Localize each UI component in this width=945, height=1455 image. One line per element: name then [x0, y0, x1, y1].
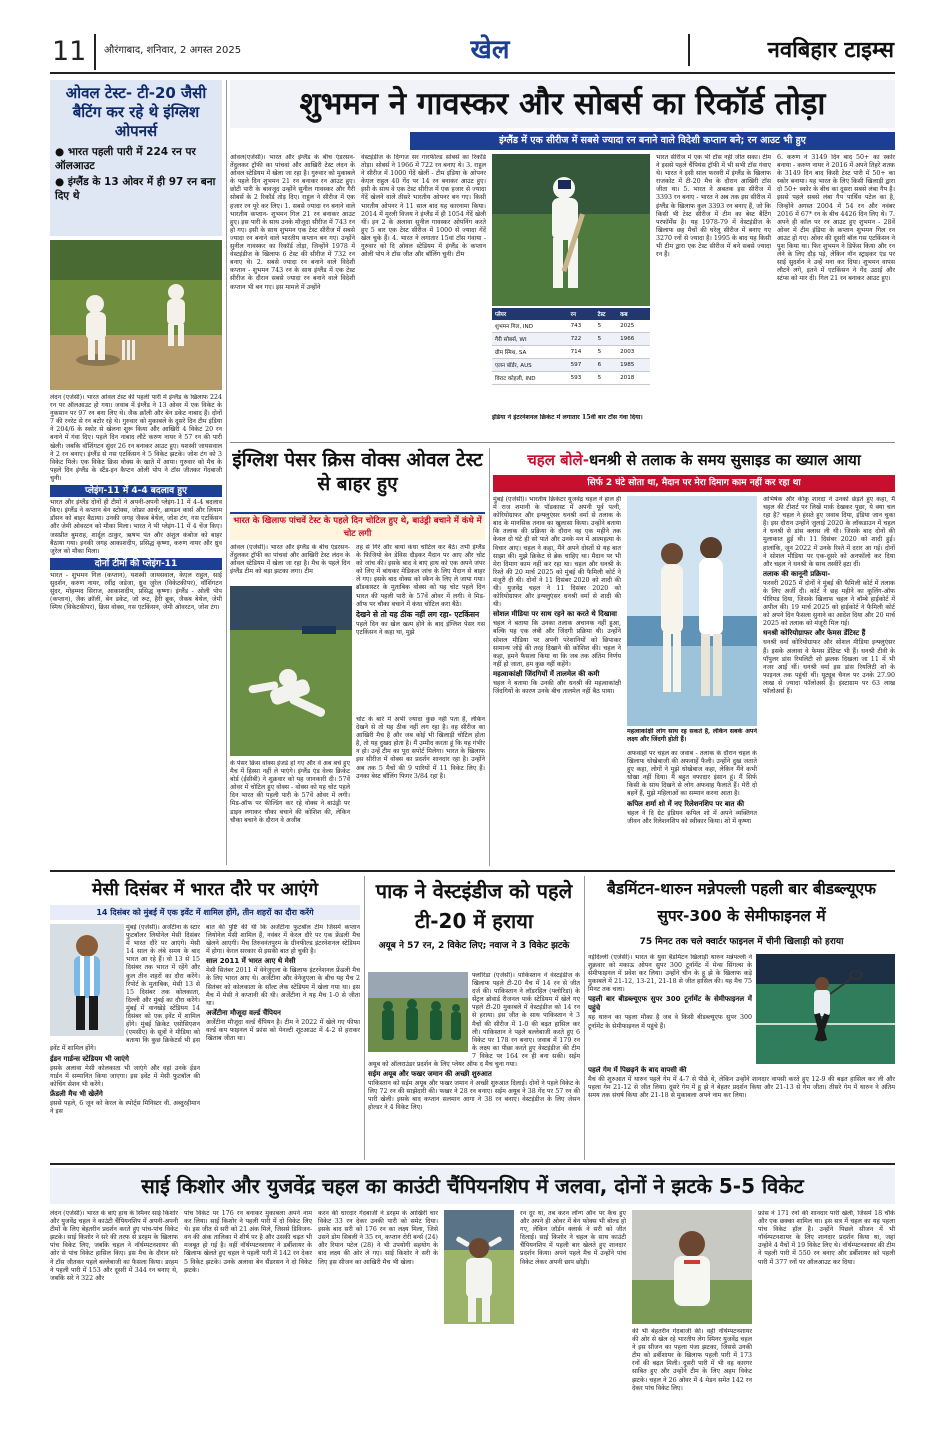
table-cell: 5 — [595, 346, 617, 359]
badminton-subhead: 75 मिनट तक चले क्वार्टर फाइनल में चीनी खिलाड़ी को हराया — [639, 937, 844, 947]
woakes-inline-subhead: देखने से तो यह ठीक नहीं लग रहा- एटकिंसन — [356, 609, 480, 619]
body-paragraph: यह थारुन का पहला मौका है जब वे किसी बीडब्ल्यूएफ सुपर 300 टूर्नामेंट के सेमीफाइनल में पहुंचे हैं। — [588, 1014, 752, 1030]
messi-headline: मेसी दिसंबर में भारत दौरे पर आएंगे — [91, 880, 319, 900]
lead-column: 6. करुण ने 3149 दिन बाद 50+ का स्कोर बनाया - करुण नायर ने 2016 में अपने तिहरे शतक के 3149 दिन बाद किसी टेस्ट पारी में 50+ का स्कोर बनाया। यह भारत के लिए किसी खिलाड़ी द्वारा दो 50+ स्कोर के बीच का दूसरा सबसे लंबा गैप है। इससे पहले सबसे लंबा गैप पार्थिव पटेल का है, जिन्होंने अगस्त 2004 में 54 रन और नवंबर 2016 में 67* रन के बीच 4426 दिन लिए थे। 7. अपने ही कॉल पर रन आउट हुए शुभमन - 28वें ओवर में टीम इंडिया के कप्तान शुभमन गिल रन आउट हो गए। ओवर की दूसरी बॉल गस एटकिंसन ने पुश किया था। फिर शुभमन ने डिफेंस किया और रन लेने के लिए दौड़ पड़े, लेकिन नॉन स्ट्राइकर एंड पर साई सुदर्शन ने उन्हें मना कर दिया। शुभमन वापस लौटने लगे, इतने में एटकिंसन ने गेंद उठाई और स्टंप्स को मार दी। गिल 21 रन बनाकर आउट हुए। — [777, 154, 895, 283]
date-line: औरंगाबाद, शनिवार, 2 अगस्त 2025 — [104, 45, 242, 56]
table-header: रन — [568, 308, 595, 320]
body-paragraph: भारत - शुभमन गिल (कप्तान), यशस्वी जायसवाल, केएल राहुल, साई सुदर्शन, करुण नायर, रवींद्र जडेजा, ध्रुव जुरेल (विकेटकीपर), वॉशिंगटन सुंदर, मोहम्मद सिराज, आकाशदीप, प्रसिद्ध कृष्णा। इंग्लैंड - ओली पोप (कप्तान), जैक क्रॉली, बेन डकेट, जो रूट, हैरी ब्रूक, जैकब बेथेल, जेमी स्मिथ (विकेटकीपर), क्रिस वोक्स, गस एटकिंसन, जेमी ओवरटन, जोश टंग। — [50, 571, 222, 612]
body-paragraph: धनश्री वर्मा कोरियोग्राफर और सोशल मीडिया इन्फ्लुएंसर हैं। इसके अलावा वे फेमस डेंटिस्ट भी हैं। धनश्री टीवी के पॉपुलर डांस रियलिटी शो झलक दिखला जा 11 में भी नजर आईं थीं। धनश्री वर्मा इस डांस रियलिटी शो के फाइनल तक पहुंची थीं। यूट्यूब चैनल पर उनके 27.90 लाख से ज्यादा फॉलोअर्स हैं। इंस्टाग्राम पर 63 लाख फॉलोअर्स हैं। — [763, 639, 895, 695]
body-paragraph: नईदिल्ली (एजेंसी)। भारत के युवा बैडमिंटन खिलाड़ी थारुन मन्नेपल्ली ने शुक्रवार को मकाऊ ओपन सुपर 300 टूर्नामेंट में मेन्स सिंगल्स के सेमीफाइनल में प्रवेश कर लिया। उन्होंने चीन के हू झे के खिलाफ कड़े मुकाबले में 21-12, 13-21, 21-18 से जीत हासिल की। यह मैच 75 मिनट तक चला। — [588, 954, 752, 994]
bottom-column: करन की धारदार गेंदबाजी ने डरहम के आखिरी चार विकेट 33 रन देकर उनकी पारी को समेट दिया। इसके बाद सरी को 176 रन का लक्ष्य मिला, जिसे उसने डोम सिबली ने 35 रन, कप्तान रोरी बर्न्स (24) और रियान पटेल (28) ने भी उपयोगी सहयोग के बाद लक्ष्य की ओर ले गए। साई किशोर ने सरी के लिए इस सीजन का आखिरी मैच भी खेला। — [318, 1210, 438, 1266]
body-paragraph: मेसी सितंबर 2011 में वेनेजुएला के खिलाफ इंटरनेशनल फ्रेंडली मैच के लिए भारत आए थे। अर्जेंटीना और वेनेजुएला के बीच यह मैच 2 सितंबर को कोलकाता के सॉल्ट लेक स्टेडियम में खेला गया था। इस मैच में मेसी ने कप्तानी की थी। अर्जेंटीना ने यह मैच 1-0 से जीता था। — [206, 967, 360, 1007]
table-cell: 1985 — [617, 359, 650, 372]
body-paragraph: पहले दिन का खेल खत्म होने के बाद इंग्लिश पेसर गस एटकिंसन ने कहा था, मुझे — [356, 620, 485, 636]
woakes-photo — [230, 586, 352, 756]
pak-column — [368, 972, 580, 1160]
messi-inline-subhead: साल 2011 में भारत आए थे मेसी — [206, 957, 296, 966]
woakes-column: चोट के बारे में अभी ज्यादा कुछ नहीं पता है, लेकिन देखने से तो यह ठीक नहीं लग रहा है। वह सीरीज का आखिरी मैच है और जब कोई भी खिलाड़ी चोटिल होता है, तो यह दुखद होता है। मैं उम्मीद करता हूं कि यह गंभीर न हो। उन्हें टीम का पूरा सपोर्ट मिलेगा। भारत के खिलाफ इस सीरीज में वोक्स का प्रदर्शन शानदार रहा है। उन्होंने अब तक 5 मैचों की 9 पारियों में 11 विकेट लिए हैं। उनका बेस्ट बॉलिंग फिगर 3/84 रहा है। — [356, 716, 485, 780]
section-rule — [50, 870, 895, 872]
table-cell: एलन बॉर्डर, AUS — [492, 359, 568, 372]
table-cell: 1966 — [617, 333, 650, 346]
column-rule — [226, 80, 227, 865]
paper-name: नवबिहार टाइम्स — [688, 34, 898, 66]
table-cell: 2003 — [617, 346, 650, 359]
woakes-story — [230, 448, 485, 866]
left-story-headline: ओवल टेस्ट- टी-20 जैसी बैटिंग कर रहे थे इंग्लिश ओपनर्स — [65, 84, 207, 140]
table-header: टेस्ट — [595, 308, 617, 320]
woakes-column — [356, 544, 485, 712]
body-paragraph: मुंबई (एजेंसी)। अर्जेंटीना के स्टार फुटबॉलर लियोनेल मेसी दिसंबर में भारत दौरे पर आएंगे। मेसी 14 साल के लंबे समय के बाद भारत आ रहे हैं। वो 13 से 15 दिसंबर तक भारत में रहेंगे और कुल तीन शहरों का दौरा करेंगे। रिपोर्ट के मुताबिक, मेसी 13 से 15 दिसंबर तक कोलकाता, दिल्ली और मुंबई का दौरा करेंगे। मुंबई में वानखेड़े स्टेडियम 14 दिसंबर को एक इवेंट में शामिल होंगे। मुंबई क्रिकेट एसोसिएशन (एमसीए) के सूत्रों ने मीडिया को बताया कि कुछ क्रिकेटर्स भी इस इवेंट में शामिल होंगे। — [50, 924, 200, 1053]
chahal-inline-subhead: कपिल शर्मा शो में नए रिलेशनशिप पर बात की — [627, 799, 745, 808]
table-cell: शुभमन गिल, IND — [492, 320, 568, 333]
table-header: कब — [617, 308, 650, 320]
chahal-inline-subhead: सोशल मीडिया पर साथ रहने का करते थे दिखावा — [493, 610, 617, 619]
table-cell: गैरी सोबर्स, WI — [492, 333, 568, 346]
table-cell: 714 — [568, 346, 595, 359]
messi-subhead: 14 दिसंबर को मुंबई में एक इवेंट में शामिल होंगे, तीन शहरों का दौरा करेंगे — [50, 905, 360, 920]
pak-inline-subhead: सईम अयूब और फखर जमान की अच्छी शुरुआत — [368, 1070, 492, 1079]
pak-subhead: अयूब ने 57 रन, 2 विकेट लिए; नवाज ने 3 विकेट झटके — [378, 941, 570, 951]
bottom-photo-2 — [632, 1210, 752, 1324]
body-paragraph: मैच की शुरुआत में थारुन पहले गेम में 4-7 से पीछे थे, लेकिन उन्होंने शानदार वापसी करते हुए 12-9 की बढ़त हासिल कर ली और पहला गेम 21-12 से जीत लिया। दूसरे गेम में हू झे ने बेहतर प्रदर्शन किया और 21-13 से गेम जीता। तीसरे गेम में थारुन ने अंतिम समय तक संघर्ष किया और 21-18 से मुकाबला अपने नाम कर लिया। — [588, 1076, 895, 1100]
badminton-photo — [756, 954, 895, 1064]
table-cell: 6 — [595, 359, 617, 372]
pak-headline: पाक ने वेस्टइंडीज को पहले टी-20 में हराया — [375, 879, 573, 933]
body-paragraph: इससे पहले, 6 जून को केरल के स्पोर्ट्स मिनिस्टर वी. अब्दुरहीमान ने इस — [50, 1099, 200, 1115]
body-paragraph: अभिषेक और कीकू शारदा ने उनको छेड़ते हुए कहा, मैं चहल की टीशर्ट पर लिखें मार्क देखकर पूछा, ये क्या चल रहा है? चहल ने हंसते हुए जवाब दिया, इंडिया जान चुका है। इस दौरान उन्होंने जुलाई 2020 के लॉकडाउन में चहल ने धनश्री से डांस क्लास ली थी। जिसके बाद दोनों की मुलाकात हुई थी। 11 दिसंबर 2020 को शादी हुई। हालांकि, जून 2022 में उनके रिश्ते में दरार आ गई। दोनों ने सोशल मीडिया पर एक-दूसरे को अनफॉलो कर दिया और चहल ने धनश्री के साथ तस्वीरें हटा दीं। — [763, 496, 895, 568]
column-rule — [364, 876, 365, 1160]
shubman-photo — [492, 154, 650, 306]
body-paragraph: पाकिस्तान को सईम अयूब और फखर जमान ने अच्छी शुरुआत दिलाई। दोनों ने पहले विकेट के लिए 72 रन की साझेदारी की। फखर ने 28 रन बनाए। सईम अयूब ने 38 गेंद पर 57 रन की पारी खेली। इसके बाद कप्तान सलमान आगा ने 38 रन बनाए। वेस्टइंडीज के लिए जेसन होल्डर ने 4 विकेट लिए। — [368, 1080, 580, 1112]
chahal-column — [763, 496, 895, 866]
messi-inline-subhead: ईडन गार्डन्स स्टेडियम भी जाएंगे — [50, 1054, 129, 1063]
bottom-column: रन दूर था, तब करन लॉन्ग ऑन पर कैच हुए और अपने ही ओवर में बेन फोक्स भी बोल्ड हो गए, लेकिन जॉर्डन क्लार्क ने सरी को जीत दिलाई। साई किशोर ने चहल के साथ काउंटी चैंपियनशिप में पहली बार खेलते हुए शानदार प्रदर्शन किया। अपने पहले मैच में उन्होंने पांच विकेट लेकर अपनी छाप छोड़ी। — [520, 1210, 626, 1266]
left-subhead-2: दोनों टीमों की प्लेइंग-11 — [50, 558, 222, 570]
chahal-headline-a: चहल बोले- — [527, 451, 589, 469]
column-rule — [489, 448, 490, 866]
messi-inline-subhead: अर्जेंटीना मौजूदा वर्ल्ड चैंपियन — [206, 1008, 281, 1017]
bottom-headline: साई किशोर और युजवेंद्र चहल का काउंटी चैंपियनशिप में जलवा, दोनों ने झटके 5-5 विकेट — [50, 1168, 895, 1204]
photo-caption: इंडिया ने इंटरनेशनल क्रिकेट में लगातार 15वीं बार टॉस गंवा दिया। — [492, 414, 643, 421]
chahal-column — [493, 496, 621, 866]
bottom-column: फ्रांस ने 171 रनों की शानदार पारी खेली, जिसमें 18 चौके और एक छक्का शामिल था। इस सत्र में चहल का यह पहला पांच विकेट हॉल है। उन्होंने पिछले सीजन में भी नॉर्थम्पटनशायर के लिए शानदार प्रदर्शन किया था, जहां उन्होंने 4 मैचों में 19 विकेट लिए थे। नॉर्थम्पटनशायर की टीम ने पहली पारी में 550 रन बनाए और डर्बीशायर को पहली पारी में 377 रनों पर ऑलआउट कर दिया। — [758, 1210, 895, 1266]
table-header: प्लेयर — [492, 308, 568, 320]
chahal-subhead: सिर्फ 2 घंटे सोता था, मैदान पर मेरा दिमाग काम नहीं कर रहा था — [493, 475, 895, 492]
bottom-story — [50, 1168, 895, 1450]
chahal-headline — [493, 448, 895, 472]
messi-inline-subhead: फ्रेंडली मैच भी खेलेंगे — [50, 1089, 103, 1098]
messi-story — [50, 876, 360, 1160]
badminton-inline-subhead: पहले गेम में पिछड़ने के बाद वापसी की — [588, 1066, 687, 1074]
chahal-headline-b: धनश्री से तलाक के समय सुसाइड का ख्याल आया — [588, 451, 861, 469]
table-cell: ग्रीम स्मिथ, SA — [492, 346, 568, 359]
badminton-column — [588, 954, 752, 1064]
lead-story — [230, 80, 895, 440]
table-row — [492, 346, 650, 359]
messi-column — [206, 924, 360, 1160]
table-cell: 2018 — [617, 372, 650, 385]
table-cell: 722 — [568, 333, 595, 346]
photo-caption: महत्वाकांक्षी लोग साथ रह सकते हैं, लेकिन सबके अपने लक्ष्य और जिंदगी होती हैं। — [627, 728, 757, 744]
table-cell: 743 — [568, 320, 595, 333]
table-row — [492, 372, 650, 385]
body-paragraph: फ्लोरिडा (एजेंसी)। पाकिस्तान ने वेस्टइंडीज के खिलाफ पहले टी-20 मैच में 14 रन से जीत दर्ज की। पाकिस्तान ने लॉडरहिल (फ्लोरिडा) के सेंट्रल ब्रोवार्ड रीजनल पार्क स्टेडियम में खेले गए पहले टी-20 मुकाबले में वेस्टइंडीज को 14 रन से हराया। इस जीत के साथ पाकिस्तान ने 3 मैचों की सीरीज में 1-0 की बढ़त हासिल कर ली। पाकिस्तान ने पहले बल्लेबाजी करते हुए 6 विकेट पर 178 रन बनाए। जवाब में 179 रन के लक्ष्य का पीछा करते हुए वेस्टइंडीज की टीम 7 विकेट पर 164 रन ही बना सकी। सईम अयूब को ऑलराउंडर प्रदर्शन के लिए प्लेयर ऑफ द मैच चुना गया। — [368, 972, 580, 1069]
record-table — [492, 308, 650, 412]
badminton-headline: बैडमिंटन-थारुन मन्नेपल्ली पहली बार बीडब्ल्यूएफ सुपर-300 के सेमीफाइनल में — [607, 880, 876, 925]
photo-float-spacer — [368, 972, 472, 1054]
left-story-head-box — [50, 80, 222, 236]
chahal-inline-subhead: महत्वाकांक्षी जिंदगियों में तालमेल की कमी — [493, 669, 600, 678]
left-subhead-1: प्लेइंग-11 में 4-4 बदलाव हुए — [50, 485, 222, 497]
lead-headline: शुभमन ने गावस्कर और सोबर्स का रिकॉर्ड तोड़ा — [230, 80, 895, 128]
body-paragraph: लंदन (एजेंसी)। भारत ओवल टेस्ट की पहली पारी में इंग्लैंड के खिलाफ 224 रन पर ऑलआउट हो गया। जवाब में इंग्लैंड ने 13 ओवर में एक विकेट के नुकसान पर 97 रन बना लिए थे। जैक क्रॉली और बेन डकेट नाबाद हैं। दोनों 7 की रनरेट से रन बटोर रहे थे। गुरुवार को मुकाबले के दूसरे दिन टीम इंडिया ने 204/6 के स्कोर से खेलना शुरू किया और आखिरी 4 विकेट 20 रन बनाने में गंवा दिए। पहले दिन नाबाद लौटे करुण नायर ने 57 रन की पारी खेली। जबकि वॉशिंगटन सुंदर 26 रन बनाकर आउट हुए। यशस्वी जायसवाल ने 2 रन बनाए। इंग्लैंड से गस एटकिंसन ने 5 विकेट झटके। जोश टंग को 3 विकेट मिले। एक विकेट क्रिस वोक्स के खाते में आया। गुरुवार को मैच के पहले दिन इंग्लैंड के स्टैंड-इन कैप्टन ओली पोप ने टॉस जीतकर गेंदबाजी चुनी। — [50, 394, 222, 482]
woakes-column: के पेसर क्रिस वोक्स इंजर्ड हो गए और वे अब बचे हुए मैच में हिस्सा नहीं ले पाएंगे। इंग्लैंड एंड वेल्स क्रिकेट बोर्ड (ईसीबी) ने शुक्रवार को यह जानकारी दी। 57वें ओवर में चोटिल हुए वोक्स - वोक्स को यह चोट पहले दिन भारत की पहली पारी के 57वें ओवर में लगी। मिड-ऑफ पर फील्डिंग कर रहे वोक्स ने बाउंड्री पर डाइव लगाकर चौका बचाने की कोशिश की, लेकिन चौका बचाने के दौरान वे अजीब — [230, 760, 350, 824]
table-cell: 593 — [568, 372, 595, 385]
left-story-bullet: ● इंग्लैंड के 13 ओवर में ही 97 रन बना दिए थे — [55, 176, 216, 202]
chahal-column — [627, 750, 757, 866]
body-paragraph: फरवरी 2025 में दोनों ने मुंबई की फैमिली कोर्ट में तलाक के लिए अर्जी दी। कोर्ट ने छह महीने का कूलिंग-ऑफ पीरियड दिया, जिसके खिलाफ चहल ने बॉम्बे हाईकोर्ट में अपील की। 19 मार्च 2025 को हाईकोर्ट ने फैमिली कोर्ट को अपने दिन फैसला सुनाने का आदेश दिया और 20 मार्च 2025 को तलाक को मंजूरी मिल गई। — [763, 579, 895, 628]
table-row — [492, 320, 650, 333]
table-cell: 5 — [595, 372, 617, 385]
table-row — [492, 359, 650, 372]
lead-subhead: इंग्लैंड में एक सीरीज में सबसे ज्यादा रन बनाने वाले विदेशी कप्तान बने; रन आउट भी हुए — [410, 132, 895, 150]
body-paragraph: चहल ने बताया कि उनकी और धनश्री की महत्वाकांक्षी जिंदगियों के कारण उनके बीच तालमेल नहीं बैठ पाया। — [493, 679, 621, 695]
body-paragraph: मुंबई (एजेंसी)। भारतीय क्रिकेटर युजवेंद्र चहल ने हाल ही में राज शमानी के पॉडकास्ट में अपनी पूर्व पत्नी, कोरियोग्राफर और इन्फ्लुएंसर धनश्री वर्मा से तलाक के बाद के मानसिक तनाव का खुलासा किया। उन्होंने बताया कि तलाक की प्रक्रिया के दौरान वह एक महीने तक केवल दो घंटे ही सो पाते और उनके मन में आत्महत्या के विचार आए। चहल ने कहा, मैंने अपने दोस्तों से यह बात साझा की। मुझे क्रिकेट से ब्रेक चाहिए था। मैदान पर भी मेरा दिमाग काम नहीं कर रहा था। चहल और धनश्री के रिश्ते की 20 मार्च 2025 को मुंबई की फैमिली कोर्ट ने मंजूरी दी थी। दोनों ने 11 दिसंबर 2020 को शादी की थी। युजवेंद्र चहल ने 11 दिसंबर 2020 को कोरियोग्राफर और इन्फ्लुएंसर धनश्री वर्मा से शादी की थी। — [493, 496, 621, 609]
bottom-photo-1 — [444, 1210, 514, 1324]
messi-column — [50, 924, 200, 1160]
left-story-body — [50, 394, 222, 800]
pak-story — [368, 876, 580, 1160]
masthead — [0, 0, 945, 76]
woakes-subhead: भारत के खिलाफ पांचवें टेस्ट के पहले दिन चोटिल हुए थे, बाउंड्री बचाने में कंधे में चोट लगी — [230, 512, 485, 540]
photo-float-spacer — [50, 924, 126, 1038]
chahal-inline-subhead: तलाक की कानूनी प्रक्रिया- — [763, 569, 831, 578]
body-paragraph: तह से गिरे और बायां कंधा चोटिल कर बैठे। तभी इंग्लैंड के फिजियो बेन डेविस दौड़कर मैदान पर आए और चोट को जांच की। इसके बाद वे बाएं हाथ को एक अपने जंपर को लिए में बांधकर मेडिकल जांच के लिए मैदान से बाहर ले गए। इसके बाद वोक्स को स्कैन के लिए ले जाया गया। ब्रॉडकास्टर के मुताबिक वोक्स को यह चोट पहले दिन भारत की पहली पारी के 57वें ओवर में लगी। वे मिड-ऑफ पर चौका बचाने में कंधा चोटिल करा बैठे। — [356, 544, 485, 608]
woakes-column: ओवल (एजेंसी)। भारत और इंग्लैंड के बीच एंडरसन-तेंदुलकर ट्रॉफी का पांचवां और आखिरी टेस्ट लंदन के ओवल स्टेडियम में खेला जा रहा है। मैच के पहले दिन इंग्लैंड टीम को बड़ा झटका लगा। टीम — [230, 544, 350, 576]
masthead-rule — [50, 72, 895, 74]
badminton-inline-subhead: पहली बार बीडब्ल्यूएफ सुपर 300 टूर्नामेंट के सेमीफाइनल में पहुंचे — [588, 995, 752, 1013]
bottom-column: लंदन (एजेंसी)। भारत के बाएं हाथ के स्पिनर साई किशोर और युजवेंद्र चहल ने काउंटी चैंपियनशिप में अपनी-अपनी टीमों के लिए बेहतरीन प्रदर्शन करते हुए पांच-पांच विकेट झटके। साई किशोर ने सरे की तरफ से डरहम के खिलाफ पांच विकेट लिए, जबकि चहल ने नॉर्थम्पटनशायर की ओर से पांच विकेट हासिल किए। इस मैच के दौरान सरे ने टॉस जीतकर पहले बल्लेबाजी का फैसला किया। डरहम ने पहली पारी में 153 और दूसरी में 344 रन बनाए थे, जबकि सरे ने 322 और — [50, 1210, 178, 1282]
table-cell: 5 — [595, 320, 617, 333]
table-cell: विराट कोहली, IND — [492, 372, 568, 385]
chahal-couple-photo — [627, 496, 757, 726]
body-paragraph: इसके अलावा मेसी कोलकाता भी जाएंगे और वहां उनके ईडन गार्डन में सम्मानित किया जाएगा। इस इवेंट में मेसी फुटबॉल की कोचिंग सेशन भी करेंगे। — [50, 1064, 200, 1088]
section-rule — [50, 1163, 895, 1165]
body-paragraph: अर्जेंटीना मौजूदा वर्ल्ड चैंपियन है। टीम ने 2022 में खेले गए फीफा वर्ल्ड कप फाइनल में फ्रांस को पेनल्टी शूटआउट में 4-2 से हराकर खिताब जीता था। — [206, 1018, 360, 1043]
table-cell: 597 — [568, 359, 595, 372]
table-row — [492, 333, 650, 346]
bullet-text: भारत पहली पारी में 224 रन पर ऑलआउट — [55, 146, 196, 172]
table-cell: 2025 — [617, 320, 650, 333]
left-story — [50, 80, 222, 800]
bottom-column: पांच विकेट पर 176 रन बनाकर मुकाबला अपने नाम कर लिया। साई किशोर ने पहली पारी में दो विकेट लिए थे। इस जीत से सरी को 21 अंक मिले, जिससे डिविजन-वन की अंक तालिका में शीर्ष पर है और उसकी चढ़त भी मजबूत हो गई है। वहीं नॉर्थम्पटनशायर ने डर्बीशायर के खिलाफ खेलते हुए चहल ने पहली पारी में 142 रन देकर 5 विकेट झटके। उनके अलावा बेन सैंडरसन ने दो विकेट झटके। — [184, 1210, 312, 1274]
left-story-bullet: ● भारत पहली पारी में 224 रन पर ऑलआउट — [55, 146, 196, 172]
lead-column: भारत सीरीज में एक भी टॉस नहीं जीत सका। टीम ने इससे पहले चैंपियंस ट्रॉफी में भी सभी टॉस गंवाए थे। भारत ने इसी साल फरवरी में इंग्लैंड के खिलाफ राजकोट में टी-20 मैच के दौरान आखिरी टॉस जीता था। 5. भारत ने अबतक इस सीरीज में 3393 रन बनाए - भारत ने अब तक इस सीरीज में इंग्लैंड के खिलाफ कुल 3393 रन बनाए हैं, जो कि किसी भी टेस्ट सीरीज में टीम का बेस्ट बैटिंग परफॉर्मेंस है। यह 1978-79 में वेस्टइंडीज के खिलाफ छह मैचों की घरेलू सीरीज में बनाए गए 3270 रनों से ज्यादा है। 1995 के बाद यह किसी भी टीम द्वारा एक टेस्ट सीरीज में बने सबसे ज्यादा रन हैं। — [656, 154, 771, 259]
badminton-column — [588, 1066, 895, 1160]
lead-column: वेस्टइंडीज के दिग्गज सर गारफील्ड सोबर्स का रिकॉर्ड तोड़ा। सोबर्स ने 1966 में 722 रन बनाए थे। 3. राहुल ने सीरीज में 1000 गेंदें खेलीं - टीम इंडिया के ओपनर केएल राहुल 40 गेंद पर 14 रन बनाकर आउट हुए। इसी के साथ वे एक टेस्ट सीरीज में एक हजार से ज्यादा गेंदें खेलने वाले तीसरे भारतीय ओपनर बन गए। किसी भारतीय ओपनर ने 11 साल बाद यह कारनामा किया। 2014 में मुरली विजय ने इंग्लैंड में ही 1054 गेंदें खेली थीं। इन 2 के अलावा सुनील गावस्कर ओपनिंग करते हुए 5 बार एक टेस्ट सीरीज में 1000 से ज्यादा गेंदें खेल चुके हैं। 4. भारत ने लगातार 15वां टॉस गंवाया - गुरुवार को दि ओवल स्टेडियम में इंग्लैंड के कप्तान ओली पोप ने टॉस जीत और बॉलिंग चुनी। टीम — [361, 154, 486, 259]
body-paragraph: चहल ने बताया कि उनका तलाक अचानक नहीं हुआ, बल्कि यह एक लंबी और जिंदगी प्रक्रिया थी। उन्होंने सोशल मीडिया पर अपनी परेशानियों को छिपाकर सामान्य जोड़े की तरह दिखाने की कोशिश की। चहल ने कहा, हमने फैसला किया था कि जब तक अंतिम निर्णय नहीं हो जाता, हम कुछ नहीं कहेंगे। — [493, 620, 621, 668]
section-title: खेल — [470, 35, 510, 65]
lead-column: ओवल(एजेंसी)। भारत और इंग्लैंड के बीच एंडरसन-तेंदुलकर ट्रॉफी का पांचवां और आखिरी टेस्ट लंदन के ओवल स्टेडियम में खेला जा रहा है। गुरुवार को मुकाबले के पहले दिन शुभमन 21 रन बनाकर रन आउट हुए। छोटी पारी के बावजूद उन्होंने सुनील गावस्कर और गैरी सोबर्स के 2 रिकॉर्ड तोड़ दिए। राहुल ने सीरीज में एक हजार रन पूरे कर लिए। 1. सबसे ज्यादा रन बनाने वाले भारतीय कप्तान- शुभमन गिल 21 रन बनाकर आउट हुए। इस पारी के साथ उनके मौजूदा सीरीज में 743 रन हो गए। इसी के साथ शुभमन एक टेस्ट सीरीज में सबसे ज्यादा रन बनाने वाले भारतीय कप्तान बन गए। उन्होंने सुनील गावस्कर का रिकॉर्ड तोड़ा, जिन्होंने 1978 में वेस्टइंडीज के खिलाफ 6 टेस्ट की सीरीज में 732 रन बनाए थे। 2. सबसे ज्यादा रन बनाने वाले विदेशी कप्तान - शुभमन 743 रन के साथ इंग्लैंड में एक टेस्ट सीरीज के दौरान सबसे ज्यादा रन बनाने वाले विदेशी कप्तान भी बन गए। इस मामले में उन्होंने — [230, 154, 355, 291]
body-paragraph: बात की पुष्टि की थी कि अर्जेंटीना फुटबॉल टीम जिसमें कप्तान लियोनेल मेसी शामिल हैं, नवंबर में केरल दौरे पर एक फ्रेंडली मैच खेलने आएगी। मैच तिरुवनंतपुरम के ग्रीनफील्ड इंटरनेशनल स्टेडियम में होगा। केरल सरकार से इसकी बात हो चुकी है। — [206, 924, 360, 956]
chahal-inline-subhead: धनश्री कोरियोग्राफर और फेमस डेंटिस्ट हैं — [763, 629, 866, 638]
woakes-headline: इंग्लिश पेसर क्रिस वोक्स ओवल टेस्ट से बाहर हुए — [232, 449, 483, 495]
column-rule — [584, 876, 585, 1160]
badminton-story — [588, 876, 895, 1160]
body-paragraph: चहल ने दि ग्रेट इंडियन कपिल शो में अपने व्यक्तिगत जीवन और रिलेशनशिप को स्वीकार किया। शो में कृष्णा — [627, 809, 757, 825]
bullet-text: इंग्लैंड के 13 ओवर में ही 97 रन बना दिए थे — [55, 176, 216, 202]
page-number: 11 — [52, 34, 96, 70]
body-paragraph: अफवाहों पर चहल का जवाब - तलाक के दौरान चहल के खिलाफ धोखेबाजी की अफवाहें फैली। उन्होंने दुख जताते हुए कहा, लोगों ने मुझे धोखेबाज कहा, लेकिन मैंने कभी धोखा नहीं दिया। मैं बहुत वफादार इंसान हूं। मैं सिर्फ किसी के साथ दिखने से लोग अफवाह फैलाते हैं। मेरी दो बहनें हैं, मुझे महिलाओं का सम्मान करना आता है। — [627, 750, 757, 798]
body-paragraph: भारत और इंग्लैंड दोनों ही टीमों ने अपनी-अपनी प्लेइंग-11 में 4-4 बदलाव किए। इंग्लैंड ने कप्तान बेन स्टोक्स, जोफ्रा आर्चर, ब्रायडन कार्स और लियाम डॉसन को बाहर बैठाया। उनकी जगह जैकब बेथेल, जोश टंग, गस एटकिंसन और जेमी ओवरटन को मौका मिला। भारत ने भी प्लेइंग-11 में 4 चेंज किए। जसप्रीत बुमराह, शार्दूल ठाकुर, ऋषभ पंत और अंशुल कंबोज को बाहर बैठाया गया। इनकी जगह आकाशदीप, प्रसिद्ध कृष्णा, करुण नायर और ध्रुव जुरेल को मौका मिला। — [50, 499, 222, 555]
bottom-column: की भी बेहतरीन गेंदबाजी की। वहीं नॉर्थम्पटनशायर की ओर से खेल रहे भारतीय लेग स्पिनर युजवेंद्र चहल ने इस सीजन का पहला पंजा झटका, जिससे उनकी टीम को डर्बीशायर के खिलाफ पहली पारी में 173 रनों की बढ़त मिली। दूसरी पारी में भी वह कारगर साबित हुए और उन्होंने टीम के लिए अहम विकेट झटके। चहल ने 26 ओवर में 4 मेडन समेत 142 रन देकर पांच विकेट लिए। — [632, 1328, 752, 1392]
cricket-photo-left — [50, 240, 222, 390]
table-cell: 5 — [595, 333, 617, 346]
section-rule — [230, 442, 895, 443]
chahal-story — [493, 448, 895, 866]
